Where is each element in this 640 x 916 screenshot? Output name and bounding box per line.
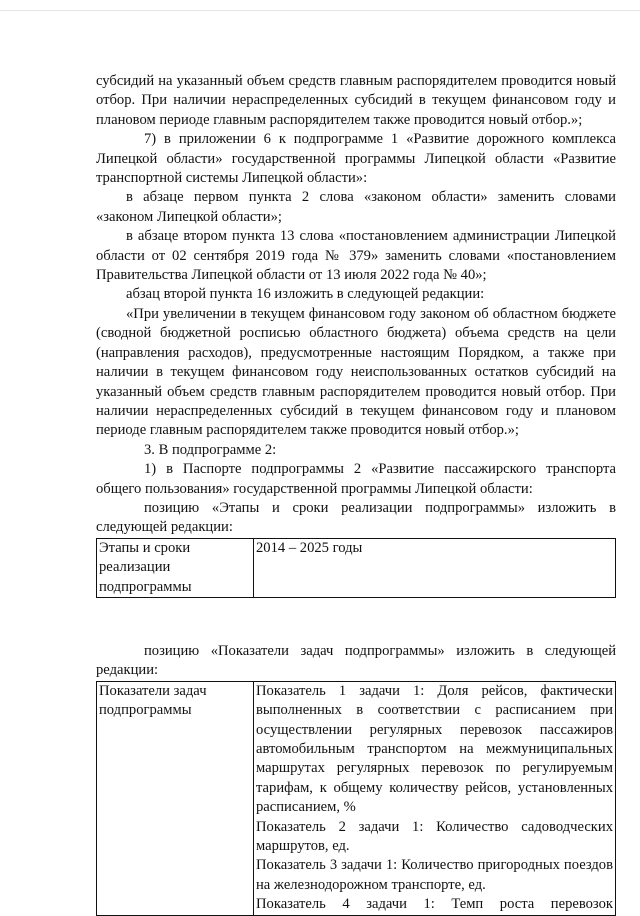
paragraph-item-7: 7) в приложении 6 к подпрограмме 1 «Развитие дорожного комплекса Липецкой области» государственной программы Липецкой области «Развитие транспортной системы Липецкой области»:: [96, 131, 616, 187]
stages-value-cell: 2014 – 2025 годы: [254, 538, 616, 597]
paragraph-stages-intro: позицию «Этапы и сроки реализации подпрограммы» изложить в следующей редакции:: [96, 499, 616, 536]
paragraph-section-3: 3. В подпрограмме 2:: [144, 441, 277, 458]
paragraph-quote: «При увеличении в текущем финансовом году законом об областном бюджете (сводной бюджетной росписью областного бюджета) объема средств на цели (направления расходов), предусмотренные настоящим Порядком, а также при наличии в текущем финансовом году неиспользованных остатков субсидий на указанный объем средств главным распорядителем проводится новый отбор. При наличии нераспределенных субсидий в текущем финансовом году и плановом периоде главным распорядителем также проводится новый отбор.»;: [96, 305, 616, 439]
indicators-table: [96, 681, 616, 916]
paragraph-item-7-b: в абзаце втором пункта 13 слова «постановлением администрации Липецкой области от 02 сентября 2019 года № 379» заменить словами «постановлением Правительства Липецкой области от 13 июля 2022 года № 40»;: [96, 228, 616, 284]
stages-label-cell: Этапы и сроки реализации подпрограммы: [97, 538, 254, 597]
paragraph-indicators-intro: позицию «Показатели задач подпрограммы» изложить в следующей редакции:: [96, 642, 616, 679]
table-row: [97, 681, 616, 915]
indicators-label-cell: Показатели задач подпрограммы: [97, 681, 254, 915]
paragraph-item-7-c: абзац второй пункта 16 изложить в следующей редакции:: [126, 286, 485, 303]
indicator-item: Показатель 1 задачи 1: Доля рейсов, фактически выполненных в соответствии с расписанием при осуществлении регулярных перевозок пассажиров автомобильным транспортом на межмуниципальных маршрутах регулярных перевозок по регулируемым тарифам, к общему количеству рейсов, установленных расписанием, %: [256, 682, 613, 816]
indicator-item: Показатель 4 задачи 1: Темп роста перевозок: [256, 896, 613, 913]
page-top-border: [0, 10, 640, 11]
spacer: [96, 598, 616, 642]
document-body: [96, 72, 616, 916]
indicator-item: Показатель 2 задачи 1: Количество садоводческих маршрутов, ед.: [256, 818, 613, 855]
indicators-value-cell: [254, 681, 616, 915]
paragraph-continuation: субсидий на указанный объем средств главным распорядителем проводится новый отбор. При наличии нераспределенных субсидий в текущем финансовом году и плановом периоде главным распорядителем также проводится новый отбор.»;: [96, 73, 616, 128]
indicator-item: Показатель 3 задачи 1: Количество пригородных поездов на железнодорожном транспорте, ед.: [256, 857, 613, 893]
table-row: [97, 538, 616, 597]
paragraph-section-3-1: 1) в Паспорте подпрограммы 2 «Развитие пассажирского транспорта общего пользования» государственной программы Липецкой области:: [96, 461, 616, 497]
paragraph-item-7-a: в абзаце первом пункта 2 слова «законом области» заменить словами «законом Липецкой области»;: [96, 189, 616, 225]
stages-table: [96, 538, 616, 598]
